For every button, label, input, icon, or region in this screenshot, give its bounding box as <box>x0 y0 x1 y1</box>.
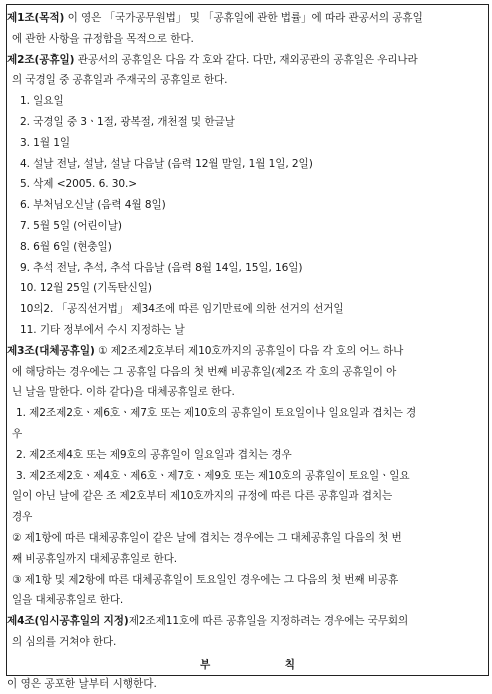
article-3-item-1-cont: 우 <box>12 428 23 440</box>
article-2-item: 10의2. 「공직선거법」 제34조에 따른 임기만료에 의한 선거의 선거일 <box>20 303 344 316</box>
article-2-item: 11. 기타 정부에서 수시 지정하는 날 <box>20 324 185 336</box>
article-2-item: 2. 국경일 중 3ㆍ1절, 광복절, 개천절 및 한글날 <box>20 116 235 128</box>
article-3-item-3-cont: 일이 아닌 날에 같은 조 제2호부터 제10호까지의 규정에 따른 다른 공휴일과 겹치는 <box>12 490 393 503</box>
article-3-para-2-cont: 째 비공휴일까지 대체공휴일로 한다. <box>12 552 178 565</box>
article-2-item: 4. 설날 전날, 설날, 설날 다음날 (음력 12월 말일, 1월 1일, 2일) <box>20 157 313 170</box>
article-4-line-2: 의 심의를 거쳐야 한다. <box>12 636 117 648</box>
article-2-item: 10. 12월 25일 (기독탄신일) <box>20 282 152 295</box>
article-2-item: 7. 5월 5일 (어린이날) <box>20 220 122 232</box>
addenda-text: 이 영은 공포한 날부터 시행한다. <box>7 677 157 690</box>
article-3-item-1: 1. 제2조제2호ㆍ제6호ㆍ제7호 또는 제10호의 공휴일이 토요일이나 일요일과 겹치는 경 <box>16 407 417 420</box>
addenda-heading: 부 칙 <box>200 658 295 671</box>
article-3-item-3-cont: 경우 <box>12 511 33 524</box>
article-2-line-1: 제2조(공휴일) 관공서의 공휴일은 다음 각 호와 같다. 다만, 재외공관의 공휴일은 우리나라 <box>7 50 481 70</box>
article-2-title: 제2조(공휴일) <box>7 53 75 66</box>
article-1-line-1: 제1조(목적) 이 영은 「국가공무원법」 및 「공휴일에 관한 법률」에 따라 관공서의 공휴일 <box>7 8 481 28</box>
article-2-item: 9. 추석 전날, 추석, 추석 다음날 (음력 8월 14일, 15일, 16일) <box>20 261 303 274</box>
article-1-title: 제1조(목적) <box>7 12 65 24</box>
article-4-line-1: 제4조(임시공휴일의 지정)제2조제11호에 따른 공휴일을 지정하려는 경우에는 국무회의 <box>7 611 481 631</box>
article-3-item-3: 3. 제2조제2호ㆍ제4호ㆍ제6호ㆍ제7호ㆍ제9호 또는 제10호의 공휴일이 토요일ㆍ일요 <box>16 469 410 482</box>
article-3-para-3-cont: 일을 대체공휴일로 한다. <box>12 594 124 607</box>
article-3-item-2: 2. 제2조제4호 또는 제9호의 공휴일이 일요일과 겹치는 경우 <box>16 448 292 461</box>
article-4-title: 제4조(임시공휴일의 지정) <box>7 615 129 628</box>
article-2-item: 3. 1월 1일 <box>20 136 70 149</box>
article-3-line-3: 닌 날을 말한다. 이하 같다)을 대체공휴일로 한다. <box>12 386 235 399</box>
article-3-para-2: ② 제1항에 따른 대체공휴일이 같은 날에 겹치는 경우에는 그 대체공휴일 다음의 첫 번 <box>12 532 402 544</box>
article-2-item: 8. 6월 6일 (현충일) <box>20 240 112 253</box>
article-2-item: 5. 삭제 <2005. 6. 30.> <box>20 178 138 191</box>
article-3-title: 제3조(대체공휴일) <box>7 344 95 357</box>
article-2-line-2: 의 국경일 중 공휴일과 주재국의 공휴일로 한다. <box>12 74 228 87</box>
article-3-line-1: 제3조(대체공휴일) ① 제2조제2호부터 제10호까지의 공휴일이 다음 각 호의 어느 하나 <box>7 341 481 361</box>
article-2-item: 1. 일요일 <box>20 95 64 108</box>
article-1-line-2: 에 관한 사항을 규정함을 목적으로 한다. <box>12 32 194 45</box>
article-2-item: 6. 부처님오신날 (음력 4월 8일) <box>20 199 166 212</box>
article-3-line-2: 에 해당하는 경우에는 그 공휴일 다음의 첫 번째 비공휴일(제2조 각 호의 공휴일이 아 <box>12 365 397 378</box>
article-3-para-3: ③ 제1항 및 제2항에 따른 대체공휴일이 토요일인 경우에는 그 다음의 첫 번째 비공휴 <box>12 573 399 586</box>
